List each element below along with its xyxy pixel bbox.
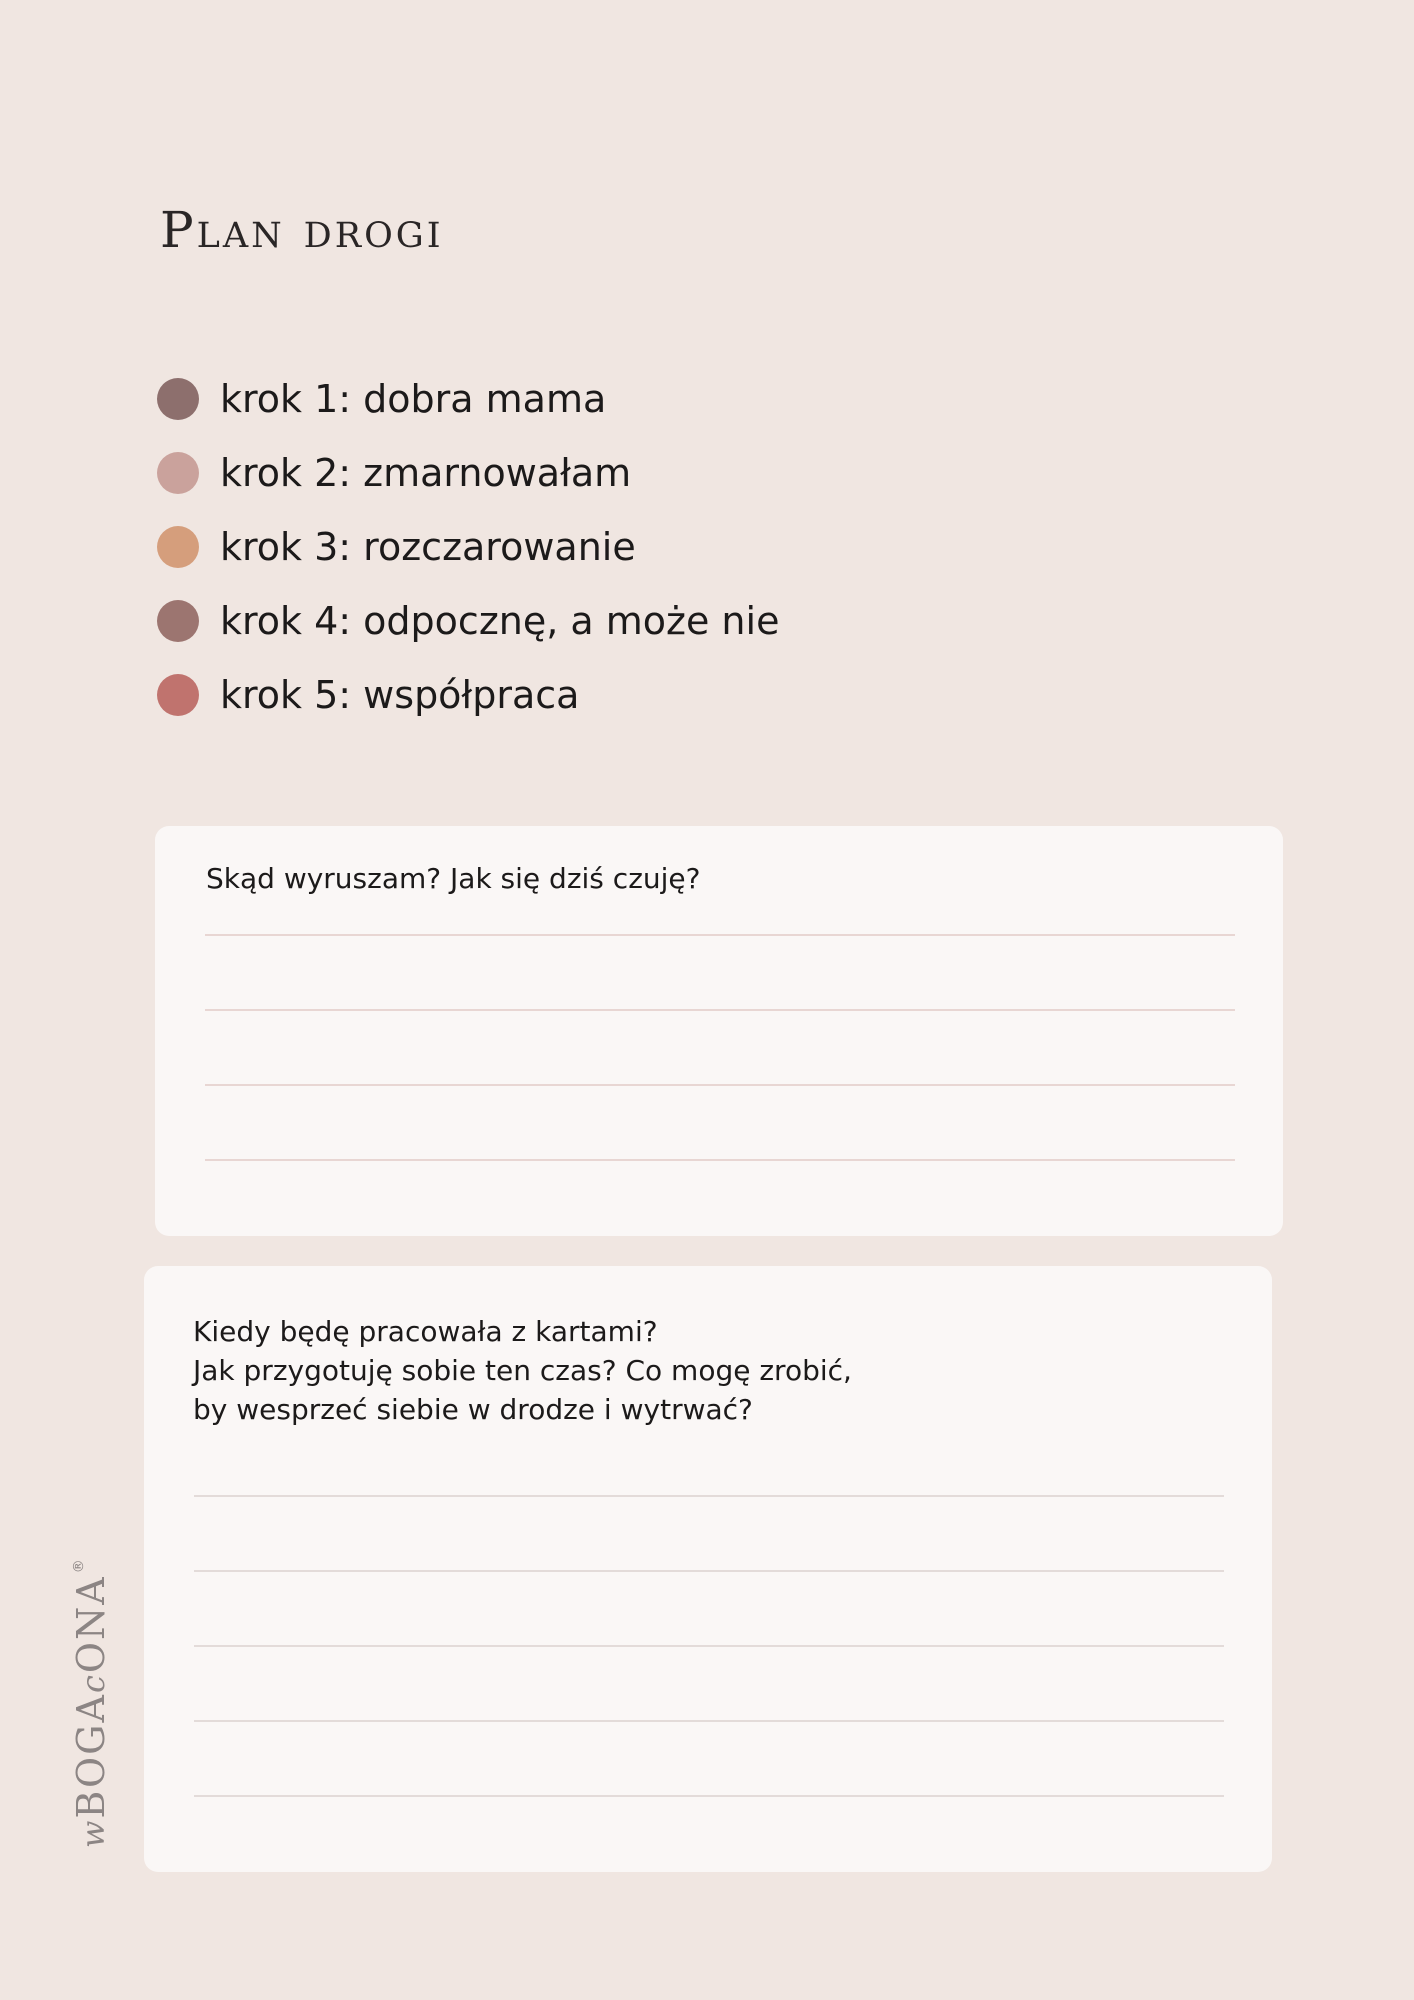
reflection-card-start bbox=[155, 826, 1283, 1236]
writing-line[interactable] bbox=[205, 1084, 1235, 1086]
start-question: Skąd wyruszam? Jak się dziś czuję? bbox=[206, 862, 701, 895]
step-item-3 bbox=[157, 510, 779, 584]
step-5-dot bbox=[157, 674, 199, 716]
practice-question-line-2: Jak przygotuję sobie ten czas? Co mogę zrobić, bbox=[193, 1354, 852, 1387]
step-item-4 bbox=[157, 584, 779, 658]
registered-mark: ® bbox=[71, 1557, 87, 1574]
step-3-label: krok 3: rozczarowanie bbox=[220, 525, 636, 569]
writing-line[interactable] bbox=[194, 1570, 1224, 1572]
page-title: Plan drogi bbox=[160, 201, 444, 259]
step-3-dot bbox=[157, 526, 199, 568]
practice-question-line-1: Kiedy będę pracowała z kartami? bbox=[193, 1315, 658, 1348]
step-1-label: krok 1: dobra mama bbox=[220, 377, 607, 421]
step-2-dot bbox=[157, 452, 199, 494]
writing-line[interactable] bbox=[194, 1645, 1224, 1647]
practice-question-line-3: by wesprzeć siebie w drodze i wytrwać? bbox=[193, 1393, 753, 1426]
writing-line[interactable] bbox=[205, 1159, 1235, 1161]
step-1-dot bbox=[157, 378, 199, 420]
writing-line[interactable] bbox=[194, 1495, 1224, 1497]
step-item-2 bbox=[157, 436, 779, 510]
step-2-label: krok 2: zmarnowałam bbox=[220, 451, 632, 495]
logo-part-1: BOGA bbox=[69, 1693, 113, 1819]
logo-part-2: ONA bbox=[69, 1575, 113, 1674]
logo-script-letter: c bbox=[74, 1673, 112, 1694]
step-4-label: krok 4: odpocznę, a może nie bbox=[220, 599, 780, 643]
steps-list bbox=[157, 362, 779, 732]
step-item-1 bbox=[157, 362, 779, 436]
writing-line[interactable] bbox=[194, 1795, 1224, 1797]
writing-line[interactable] bbox=[205, 1009, 1235, 1011]
step-4-dot bbox=[157, 600, 199, 642]
reflection-card-practice bbox=[144, 1266, 1272, 1872]
logo-prefix: w bbox=[74, 1818, 112, 1848]
writing-line[interactable] bbox=[194, 1720, 1224, 1722]
brand-logo bbox=[69, 1557, 113, 1848]
writing-line[interactable] bbox=[205, 934, 1235, 936]
step-5-label: krok 5: współpraca bbox=[220, 673, 580, 717]
step-item-5 bbox=[157, 658, 779, 732]
practice-question bbox=[193, 1312, 852, 1429]
